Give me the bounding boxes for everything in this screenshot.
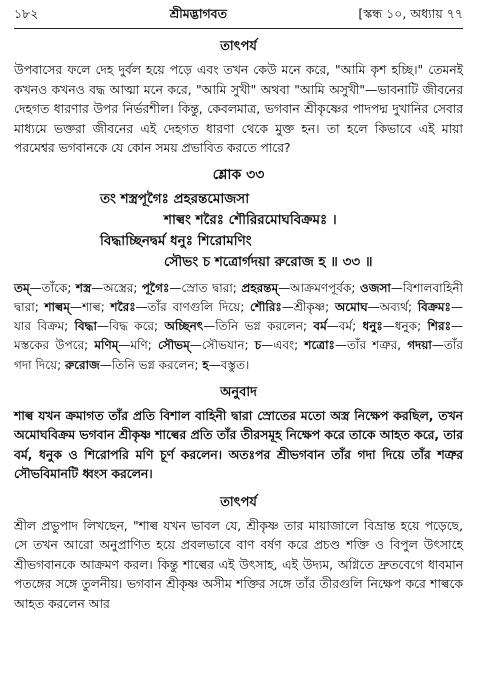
synonym-word: শত্রোঃ <box>304 338 335 353</box>
verse-line: তং শস্ত্রপূগৈঃ প্রহরন্তমোজসা <box>100 190 250 207</box>
synonym-meaning: —তাঁর গদা দিয়ে; <box>14 338 463 372</box>
synonym-word: মণিম্ <box>94 338 119 353</box>
verse-line: শাল্বং শরৈঃ শৌরিরমোঘবিক্রমঃ । <box>164 211 337 228</box>
verse-block <box>14 189 463 273</box>
synonym-meaning: —তিনি ভগ্ন করলেন; <box>99 357 203 372</box>
verse-heading: শ্লোক ৩৩ <box>212 166 265 183</box>
synonym-meaning: —শ্রীকৃষ্ণ; <box>281 299 335 314</box>
synonym-word: গদয়া <box>407 338 432 353</box>
synonym-meaning: —ধনুক; <box>382 319 428 334</box>
synonym-meaning: —সৌভযান; <box>189 338 255 353</box>
synonym-meaning: —তাঁর বাণগুলি দিয়ে; <box>135 299 250 314</box>
purport-heading: তাৎপর্য <box>220 39 257 54</box>
synonym-word: পূগৈঃ <box>141 280 170 295</box>
synonym-meaning: —তিনি ভগ্ন করলেন; <box>203 319 314 334</box>
synonym-meaning: —বর্ম; <box>326 319 363 334</box>
synonym-word: বর্ম <box>313 319 327 334</box>
synonym-word: বিক্রমঃ <box>417 299 451 314</box>
translation-heading: অনুবাদ <box>220 384 257 400</box>
synonym-word: হ <box>202 357 209 372</box>
purport-heading-2: তাৎপর্য <box>220 494 257 510</box>
chapter-reference: [স্কন্ধ ১০, অধ্যায় ৭৭ <box>358 6 463 21</box>
synonym-word: চ <box>254 338 262 353</box>
verse-line: বিদ্ধাচ্ছিনদ্বর্ম ধনুঃ শিরোমণিং <box>100 232 252 249</box>
purport-paragraph-2: শ্রীল প্রভুপাদ লিখছেন, "শাল্ব যখন ভাবল যে, শ্রীকৃষ্ণ তার মায়াজালে বিভ্রান্ত হয়ে পড়েছে, সে তখন আরো অনুপ্রাণিত হয়ে প্রবলভাবে বাণ বর্ষণ করে প্রচণ্ড শক্তি ও বিপুল উৎসাহে শ্রীভগবানকে আক্রমণ করল। কিন্তু শাল্বের এই উৎসাহ, এই উদ্যম, অগ্নিতে দ্রুতবেগে ধাবমান পতঙ্গের সঙ্গে তুলনীয়। ভগবান শ্রীকৃষ্ণ অসীম শক্তির সঙ্গে তাঁর তীরগুলি নিক্ষেপ করে শাল্বকে আহত করলেন আর <box>14 518 463 611</box>
page-number: ১৮২ <box>14 6 39 21</box>
synonym-word: সৌভম্ <box>157 338 190 353</box>
synonym-meaning: —তাঁর শত্রুর, <box>334 338 408 353</box>
synonym-meaning: —বিশালবাহিনী দ্বারা; <box>14 280 463 314</box>
synonym-meaning: —মস্তকের উপরে; <box>14 319 464 353</box>
synonym-meaning: —শাল্ব; <box>69 299 111 314</box>
synonym-word: শৌরিঃ <box>249 299 282 314</box>
synonym-meaning: —অব্যর্থ; <box>367 299 418 314</box>
word-synonyms <box>14 279 463 375</box>
synonym-word: শাল্বম্ <box>44 299 70 314</box>
synonym-word: অচ্ছিনৎ <box>164 319 204 334</box>
synonym-meaning: —তাঁকে; <box>29 280 76 295</box>
synonym-word: রুরোজ <box>64 357 100 372</box>
synonym-meaning: —এবং; <box>261 338 305 353</box>
synonym-word: ধনুঃ <box>362 319 383 334</box>
synonym-meaning: —বস্তুত। <box>208 357 250 372</box>
synonym-meaning: —আক্রমণপূর্বক; <box>278 280 360 295</box>
verse-line: সৌভং চ শত্রোর্গদয়া রুরোজ হ ॥ ৩৩ ॥ <box>164 253 373 270</box>
synonym-meaning: —অস্ত্রের; <box>91 280 142 295</box>
purport-paragraph: উপবাসের ফলে দেহ দুর্বল হয়ে পড়ে এবং তখন কেউ মনে করে, "আমি কৃশ হচ্ছি।" তেমনই কখনও কখনও বদ্ধ আত্মা মনে করে, "আমি সুখী" অথবা "আমি অসুখী"—ভাবনাটি জীবনের দেহগত ধারণার উপর নির্ভরশীল। কিন্তু, কেবলমাত্র, ভগবান শ্রীকৃষ্ণের পাদপদ্ম দুখানির সেবার মাধ্যমে ভক্তরা জীবনের এই দেহগত ধারণা থেকে মুক্ত হন। তা হলে কিভাবে এই মায়া পরমেশ্বর ভগবানকে যে কোন সময় প্রভাবিত করতে পারে? <box>14 63 463 155</box>
synonym-word: শিরঃ <box>427 319 452 334</box>
synonym-word: ওজসা <box>359 280 391 295</box>
synonym-word: বিদ্ধা <box>74 319 97 334</box>
synonym-meaning: —বিদ্ধ করে; <box>96 319 165 334</box>
synonym-word: প্রহরন্তম্ <box>241 280 279 295</box>
synonym-meaning: —মণি; <box>118 338 158 353</box>
synonym-meaning: —স্রোত দ্বারা; <box>169 280 242 295</box>
synonym-meaning: —যার বিক্রম; <box>14 299 463 334</box>
translation-paragraph: শাল্ব যখন ক্রমাগত তাঁর প্রতি বিশাল বাহিনী দ্বারা স্রোতের মতো অস্ত্র নিক্ষেপ করছিল, তখন অমোঘবিক্রম ভগবান শ্রীকৃষ্ণ শাল্বের প্রতি তাঁর তীরসমূহ নিক্ষেপ করে তাকে আহত করে, তার বর্ম, ধনুক ও শিরোপরি মণি চূর্ণ করলেন। অতঃপর শ্রীভগবান তাঁর গদা দিয়ে তাঁর শত্রুর সৌভবিমানটি ধ্বংস করলেন। <box>14 408 463 482</box>
synonym-word: শস্ত্র <box>75 280 92 295</box>
synonym-word: অমোঘ <box>334 299 368 314</box>
synonym-word: শরৈঃ <box>110 299 136 314</box>
book-title: শ্রীমদ্ভাগবত <box>169 6 228 21</box>
synonym-word: তম্ <box>14 280 30 295</box>
running-header <box>14 6 463 29</box>
